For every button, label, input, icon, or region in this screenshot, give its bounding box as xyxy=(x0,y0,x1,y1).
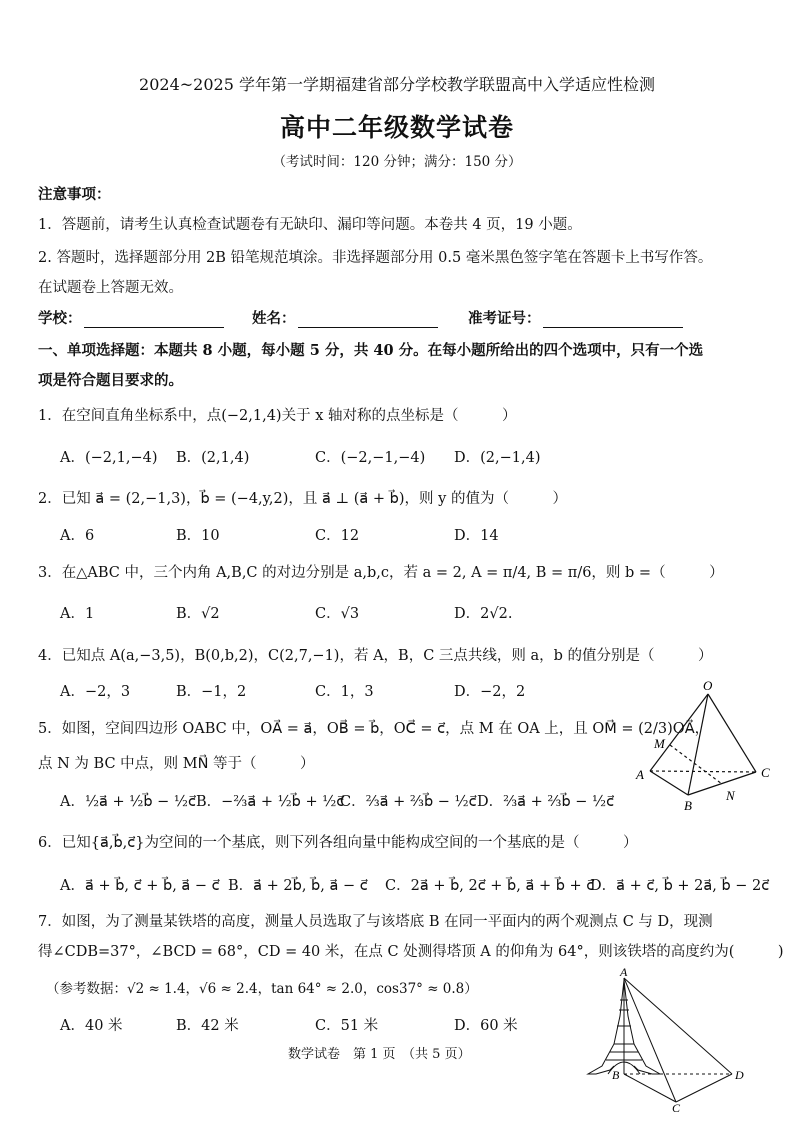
notes-heading: 注意事项： xyxy=(38,186,111,203)
q6-option-c: C．2a⃗ + b⃗, 2c⃗ + b⃗, a⃗ + b⃗ + c⃗ xyxy=(385,878,595,894)
question-2-stem: 2．已知 a⃗ = (2,−1,3)，b⃗ = (−4,y,2)，且 a⃗ ⊥ (a⃗ + b⃗)，则 y 的值为（ ） xyxy=(38,491,567,507)
q4-option-c: C．1，3 xyxy=(315,684,374,700)
question-3-stem: 3．在△ABC 中，三个内角 A,B,C 的对边分别是 a,b,c，若 a = 2, A = π/4, B = π/6，则 b =（ ） xyxy=(38,565,724,581)
label-b: B xyxy=(612,1068,620,1082)
q1-option-a: A．(−2,1,−4) xyxy=(60,450,158,466)
segment-mn xyxy=(670,745,722,784)
q7-option-a: A．40 米 xyxy=(60,1018,123,1034)
q5-option-d: D．⅔a⃗ + ⅔b⃗ − ½c⃗ xyxy=(477,794,615,810)
label-c: C xyxy=(672,1101,681,1112)
q6-option-a: A．a⃗ + b⃗, c⃗ + b⃗, a⃗ − c⃗ xyxy=(60,878,220,894)
question-7-stem: 7．如图，为了测量某铁塔的高度，测量人员选取了与该塔底 B 在同一平面内的两个观测点 C 与 D，现测 xyxy=(38,914,713,930)
note-item: 在试题卷上答题无效。 xyxy=(38,280,183,296)
edge-ab xyxy=(650,771,688,795)
q1-option-c: C．(−2,−1,−4) xyxy=(315,450,426,466)
school-field xyxy=(38,307,224,328)
edge-ob xyxy=(688,694,708,795)
q5-option-a: A．½a⃗ + ½b⃗ − ½c⃗ xyxy=(60,794,196,810)
q2-option-d: D．14 xyxy=(454,528,499,544)
q2-option-c: C．12 xyxy=(315,528,360,544)
question-4-stem: 4．已知点 A(a,−3,5)，B(0,b,2)，C(2,7,−1)，若 A，B，C 三点共线，则 a，b 的值分别是（ ） xyxy=(38,648,713,664)
q3-option-b: B．√2 xyxy=(176,606,220,622)
label-a: A xyxy=(620,966,628,979)
q3-option-d: D．2√2. xyxy=(454,606,513,622)
label-n: N xyxy=(726,788,735,803)
exam-no-blank xyxy=(543,313,683,328)
q7-option-c: C．51 米 xyxy=(315,1018,379,1034)
exam-subtitle: （考试时间：120 分钟；满分：150 分） xyxy=(272,154,522,170)
edge-bc xyxy=(688,772,756,795)
q5-option-b: B．−⅔a⃗ + ½b⃗ + ½c⃗ xyxy=(196,794,345,810)
name-blank xyxy=(298,313,438,328)
note-item: 2. 答题时，选择题部分用 2B 铅笔规范填涂。非选择题部分用 0.5 毫米黑色签字笔在答题卡上书写作答。 xyxy=(38,250,713,266)
q1-option-d: D．(2,−1,4) xyxy=(454,450,541,466)
q7-option-d: D．60 米 xyxy=(454,1018,518,1034)
label-m: M xyxy=(654,736,665,751)
q4-option-d: D．−2，2 xyxy=(454,684,526,700)
label-c: C xyxy=(761,765,770,780)
tetrahedron-figure xyxy=(632,676,782,812)
q1-option-b: B．(2,1,4) xyxy=(176,450,250,466)
question-7-reference: （参考数据：√2 ≈ 1.4，√6 ≈ 2.4，tan 64° ≈ 2.0，cos37° ≈ 0.8） xyxy=(46,981,478,997)
q3-option-c: C．√3 xyxy=(315,606,360,622)
tower-figure xyxy=(584,966,756,1112)
name-label: 姓名： xyxy=(252,310,296,327)
edge-ac-hidden xyxy=(650,771,756,772)
q4-option-a: A．−2，3 xyxy=(60,684,131,700)
edge-oc xyxy=(708,694,756,772)
name-field xyxy=(252,307,438,328)
school-blank xyxy=(84,313,224,328)
label-a: A xyxy=(636,767,644,782)
label-d: D xyxy=(735,1068,744,1082)
q5-option-c: C．⅔a⃗ + ⅔b⃗ − ½c⃗ xyxy=(340,794,477,810)
label-o: O xyxy=(703,678,713,693)
exam-no-field xyxy=(468,307,683,328)
question-5-stem-cont: 点 N 为 BC 中点，则 MN⃗ 等于（ ） xyxy=(38,756,315,772)
school-label: 学校： xyxy=(38,310,82,327)
q2-option-b: B．10 xyxy=(176,528,220,544)
q7-option-b: B．42 米 xyxy=(176,1018,239,1034)
question-1-stem: 1．在空间直角坐标系中，点(−2,1,4)关于 x 轴对称的点坐标是（ ） xyxy=(38,408,517,424)
exam-no-label: 准考证号： xyxy=(468,310,541,327)
paper-title: 高中二年级数学试卷 xyxy=(279,113,514,142)
q6-option-b: B．a⃗ + 2b⃗, b⃗, a⃗ − c⃗ xyxy=(228,878,368,894)
question-6-stem: 6．已知{a⃗,b⃗,c⃗}为空间的一个基底，则下列各组向量中能构成空间的一个基底的是（ ） xyxy=(38,835,638,851)
label-b: B xyxy=(684,798,692,812)
page-footer: 数学试卷 第 1 页 （共 5 页） xyxy=(288,1047,471,1062)
q2-option-a: A．6 xyxy=(60,528,95,544)
q6-option-d: D．a⃗ + c⃗, b⃗ + 2a⃗, b⃗ − 2c⃗ xyxy=(590,878,770,894)
segment-ac xyxy=(624,978,676,1102)
q4-option-b: B．−1，2 xyxy=(176,684,247,700)
section-heading: 一、单项选择题：本题共 8 小题，每小题 5 分，共 40 分。在每小题所给出的四个选项中，只有一个选 xyxy=(38,342,704,359)
question-5-stem: 5．如图，空间四边形 OABC 中，OA⃗ = a⃗，OB⃗ = b⃗，OC⃗ = c⃗，点 M 在 OA 上，且 OM⃗ = (2/3)OA⃗， xyxy=(38,721,710,737)
question-7-stem-cont: 得∠CDB=37°，∠BCD = 68°，CD = 40 米，在点 C 处测得塔顶 A 的仰角为 64°，则该铁塔的高度约为( ) xyxy=(38,944,784,960)
q3-option-a: A．1 xyxy=(60,606,95,622)
section-heading-cont: 项是符合题目要求的。 xyxy=(38,372,183,389)
note-item: 1．答题前，请考生认真检查试题卷有无缺印、漏印等问题。本卷共 4 页，19 小题。 xyxy=(38,217,582,233)
segment-bc xyxy=(624,1074,676,1102)
segment-cd xyxy=(676,1074,732,1102)
edge-oa xyxy=(650,694,708,771)
exam-name: 2024~2025 学年第一学期福建省部分学校教学联盟高中入学适应性检测 xyxy=(139,75,655,94)
